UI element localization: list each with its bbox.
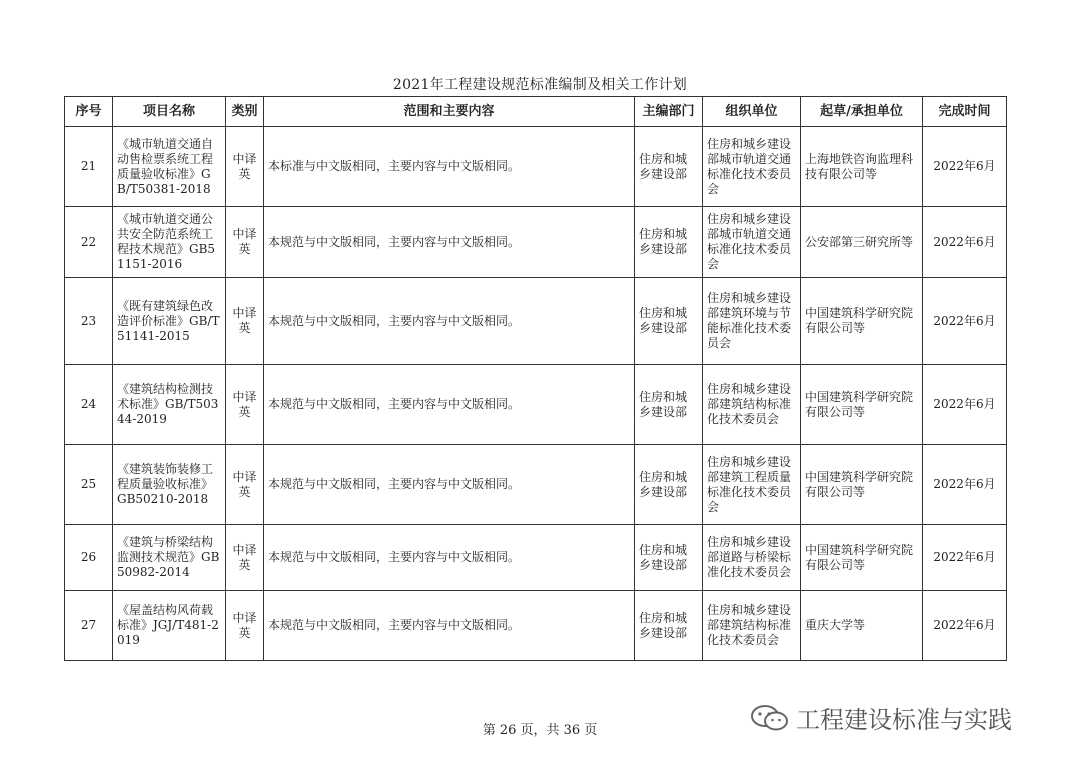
table-row bbox=[65, 525, 1007, 591]
header-category: 类别 bbox=[226, 97, 264, 127]
header-scope: 范围和主要内容 bbox=[264, 97, 635, 127]
row-no: 25 bbox=[65, 445, 113, 525]
row-category: 中译英 bbox=[226, 525, 264, 591]
table-row bbox=[65, 278, 1007, 365]
row-lead-dept: 住房和城乡建设部 bbox=[635, 365, 703, 445]
header-drafter: 起草/承担单位 bbox=[801, 97, 923, 127]
header-completion: 完成时间 bbox=[923, 97, 1007, 127]
header-lead-dept: 主编部门 bbox=[635, 97, 703, 127]
row-category: 中译英 bbox=[226, 127, 264, 207]
row-drafter: 中国建筑科学研究院有限公司等 bbox=[801, 365, 923, 445]
row-completion: 2022年6月 bbox=[923, 591, 1007, 661]
row-drafter: 中国建筑科学研究院有限公司等 bbox=[801, 525, 923, 591]
row-no: 27 bbox=[65, 591, 113, 661]
row-lead-dept: 住房和城乡建设部 bbox=[635, 278, 703, 365]
watermark bbox=[750, 700, 1012, 735]
row-project-name: 《既有建筑绿色改造评价标准》GB/T51141-2015 bbox=[113, 278, 226, 365]
row-organizer: 住房和城乡建设部建筑环境与节能标准化技术委员会 bbox=[703, 278, 801, 365]
row-project-name: 《屋盖结构风荷载标准》JGJ/T481-2019 bbox=[113, 591, 226, 661]
row-no: 24 bbox=[65, 365, 113, 445]
table-row bbox=[65, 445, 1007, 525]
row-drafter: 公安部第三研究所等 bbox=[801, 207, 923, 278]
row-project-name: 《城市轨道交通自动售检票系统工程质量验收标准》GB/T50381-2018 bbox=[113, 127, 226, 207]
row-project-name: 《建筑与桥梁结构监测技术规范》GB50982-2014 bbox=[113, 525, 226, 591]
row-drafter: 重庆大学等 bbox=[801, 591, 923, 661]
row-no: 22 bbox=[65, 207, 113, 278]
wechat-icon bbox=[750, 703, 790, 733]
row-organizer: 住房和城乡建设部建筑结构标准化技术委员会 bbox=[703, 365, 801, 445]
row-no: 21 bbox=[65, 127, 113, 207]
row-completion: 2022年6月 bbox=[923, 207, 1007, 278]
page-number-footer: 第 26 页，共 36 页 bbox=[482, 723, 598, 738]
row-organizer: 住房和城乡建设部道路与桥梁标准化技术委员会 bbox=[703, 525, 801, 591]
row-completion: 2022年6月 bbox=[923, 278, 1007, 365]
row-lead-dept: 住房和城乡建设部 bbox=[635, 207, 703, 278]
row-lead-dept: 住房和城乡建设部 bbox=[635, 127, 703, 207]
row-scope: 本规范与中文版相同，主要内容与中文版相同。 bbox=[264, 278, 635, 365]
row-lead-dept: 住房和城乡建设部 bbox=[635, 591, 703, 661]
row-organizer: 住房和城乡建设部建筑工程质量标准化技术委员会 bbox=[703, 445, 801, 525]
row-completion: 2022年6月 bbox=[923, 525, 1007, 591]
watermark-text: 工程建设标准与实践 bbox=[796, 706, 1012, 734]
table-row bbox=[65, 127, 1007, 207]
row-scope: 本规范与中文版相同，主要内容与中文版相同。 bbox=[264, 445, 635, 525]
row-scope: 本标准与中文版相同，主要内容与中文版相同。 bbox=[264, 127, 635, 207]
row-completion: 2022年6月 bbox=[923, 365, 1007, 445]
row-lead-dept: 住房和城乡建设部 bbox=[635, 445, 703, 525]
row-category: 中译英 bbox=[226, 591, 264, 661]
header-project-name: 项目名称 bbox=[113, 97, 226, 127]
row-organizer: 住房和城乡建设部建筑结构标准化技术委员会 bbox=[703, 591, 801, 661]
row-category: 中译英 bbox=[226, 445, 264, 525]
row-no: 26 bbox=[65, 525, 113, 591]
row-completion: 2022年6月 bbox=[923, 127, 1007, 207]
row-project-name: 《建筑结构检测技术标准》GB/T50344-2019 bbox=[113, 365, 226, 445]
row-no: 23 bbox=[65, 278, 113, 365]
row-project-name: 《城市轨道交通公共安全防范系统工程技术规范》GB51151-2016 bbox=[113, 207, 226, 278]
row-organizer: 住房和城乡建设部城市轨道交通标准化技术委员会 bbox=[703, 207, 801, 278]
row-scope: 本规范与中文版相同，主要内容与中文版相同。 bbox=[264, 525, 635, 591]
row-category: 中译英 bbox=[226, 207, 264, 278]
table-header-row bbox=[65, 97, 1007, 127]
row-completion: 2022年6月 bbox=[923, 445, 1007, 525]
table-row bbox=[65, 591, 1007, 661]
row-category: 中译英 bbox=[226, 278, 264, 365]
row-project-name: 《建筑装饰装修工程质量验收标准》GB50210-2018 bbox=[113, 445, 226, 525]
row-scope: 本规范与中文版相同，主要内容与中文版相同。 bbox=[264, 591, 635, 661]
row-lead-dept: 住房和城乡建设部 bbox=[635, 525, 703, 591]
row-drafter: 中国建筑科学研究院有限公司等 bbox=[801, 445, 923, 525]
row-scope: 本规范与中文版相同，主要内容与中文版相同。 bbox=[264, 207, 635, 278]
table-row bbox=[65, 207, 1007, 278]
row-drafter: 中国建筑科学研究院有限公司等 bbox=[801, 278, 923, 365]
row-organizer: 住房和城乡建设部城市轨道交通标准化技术委员会 bbox=[703, 127, 801, 207]
row-category: 中译英 bbox=[226, 365, 264, 445]
table-row bbox=[65, 365, 1007, 445]
row-scope: 本规范与中文版相同，主要内容与中文版相同。 bbox=[264, 365, 635, 445]
plan-table bbox=[64, 96, 1007, 661]
document-title: 2021年工程建设规范标准编制及相关工作计划 bbox=[392, 77, 688, 93]
row-drafter: 上海地铁咨询监理科技有限公司等 bbox=[801, 127, 923, 207]
header-no: 序号 bbox=[65, 97, 113, 127]
header-organizer: 组织单位 bbox=[703, 97, 801, 127]
